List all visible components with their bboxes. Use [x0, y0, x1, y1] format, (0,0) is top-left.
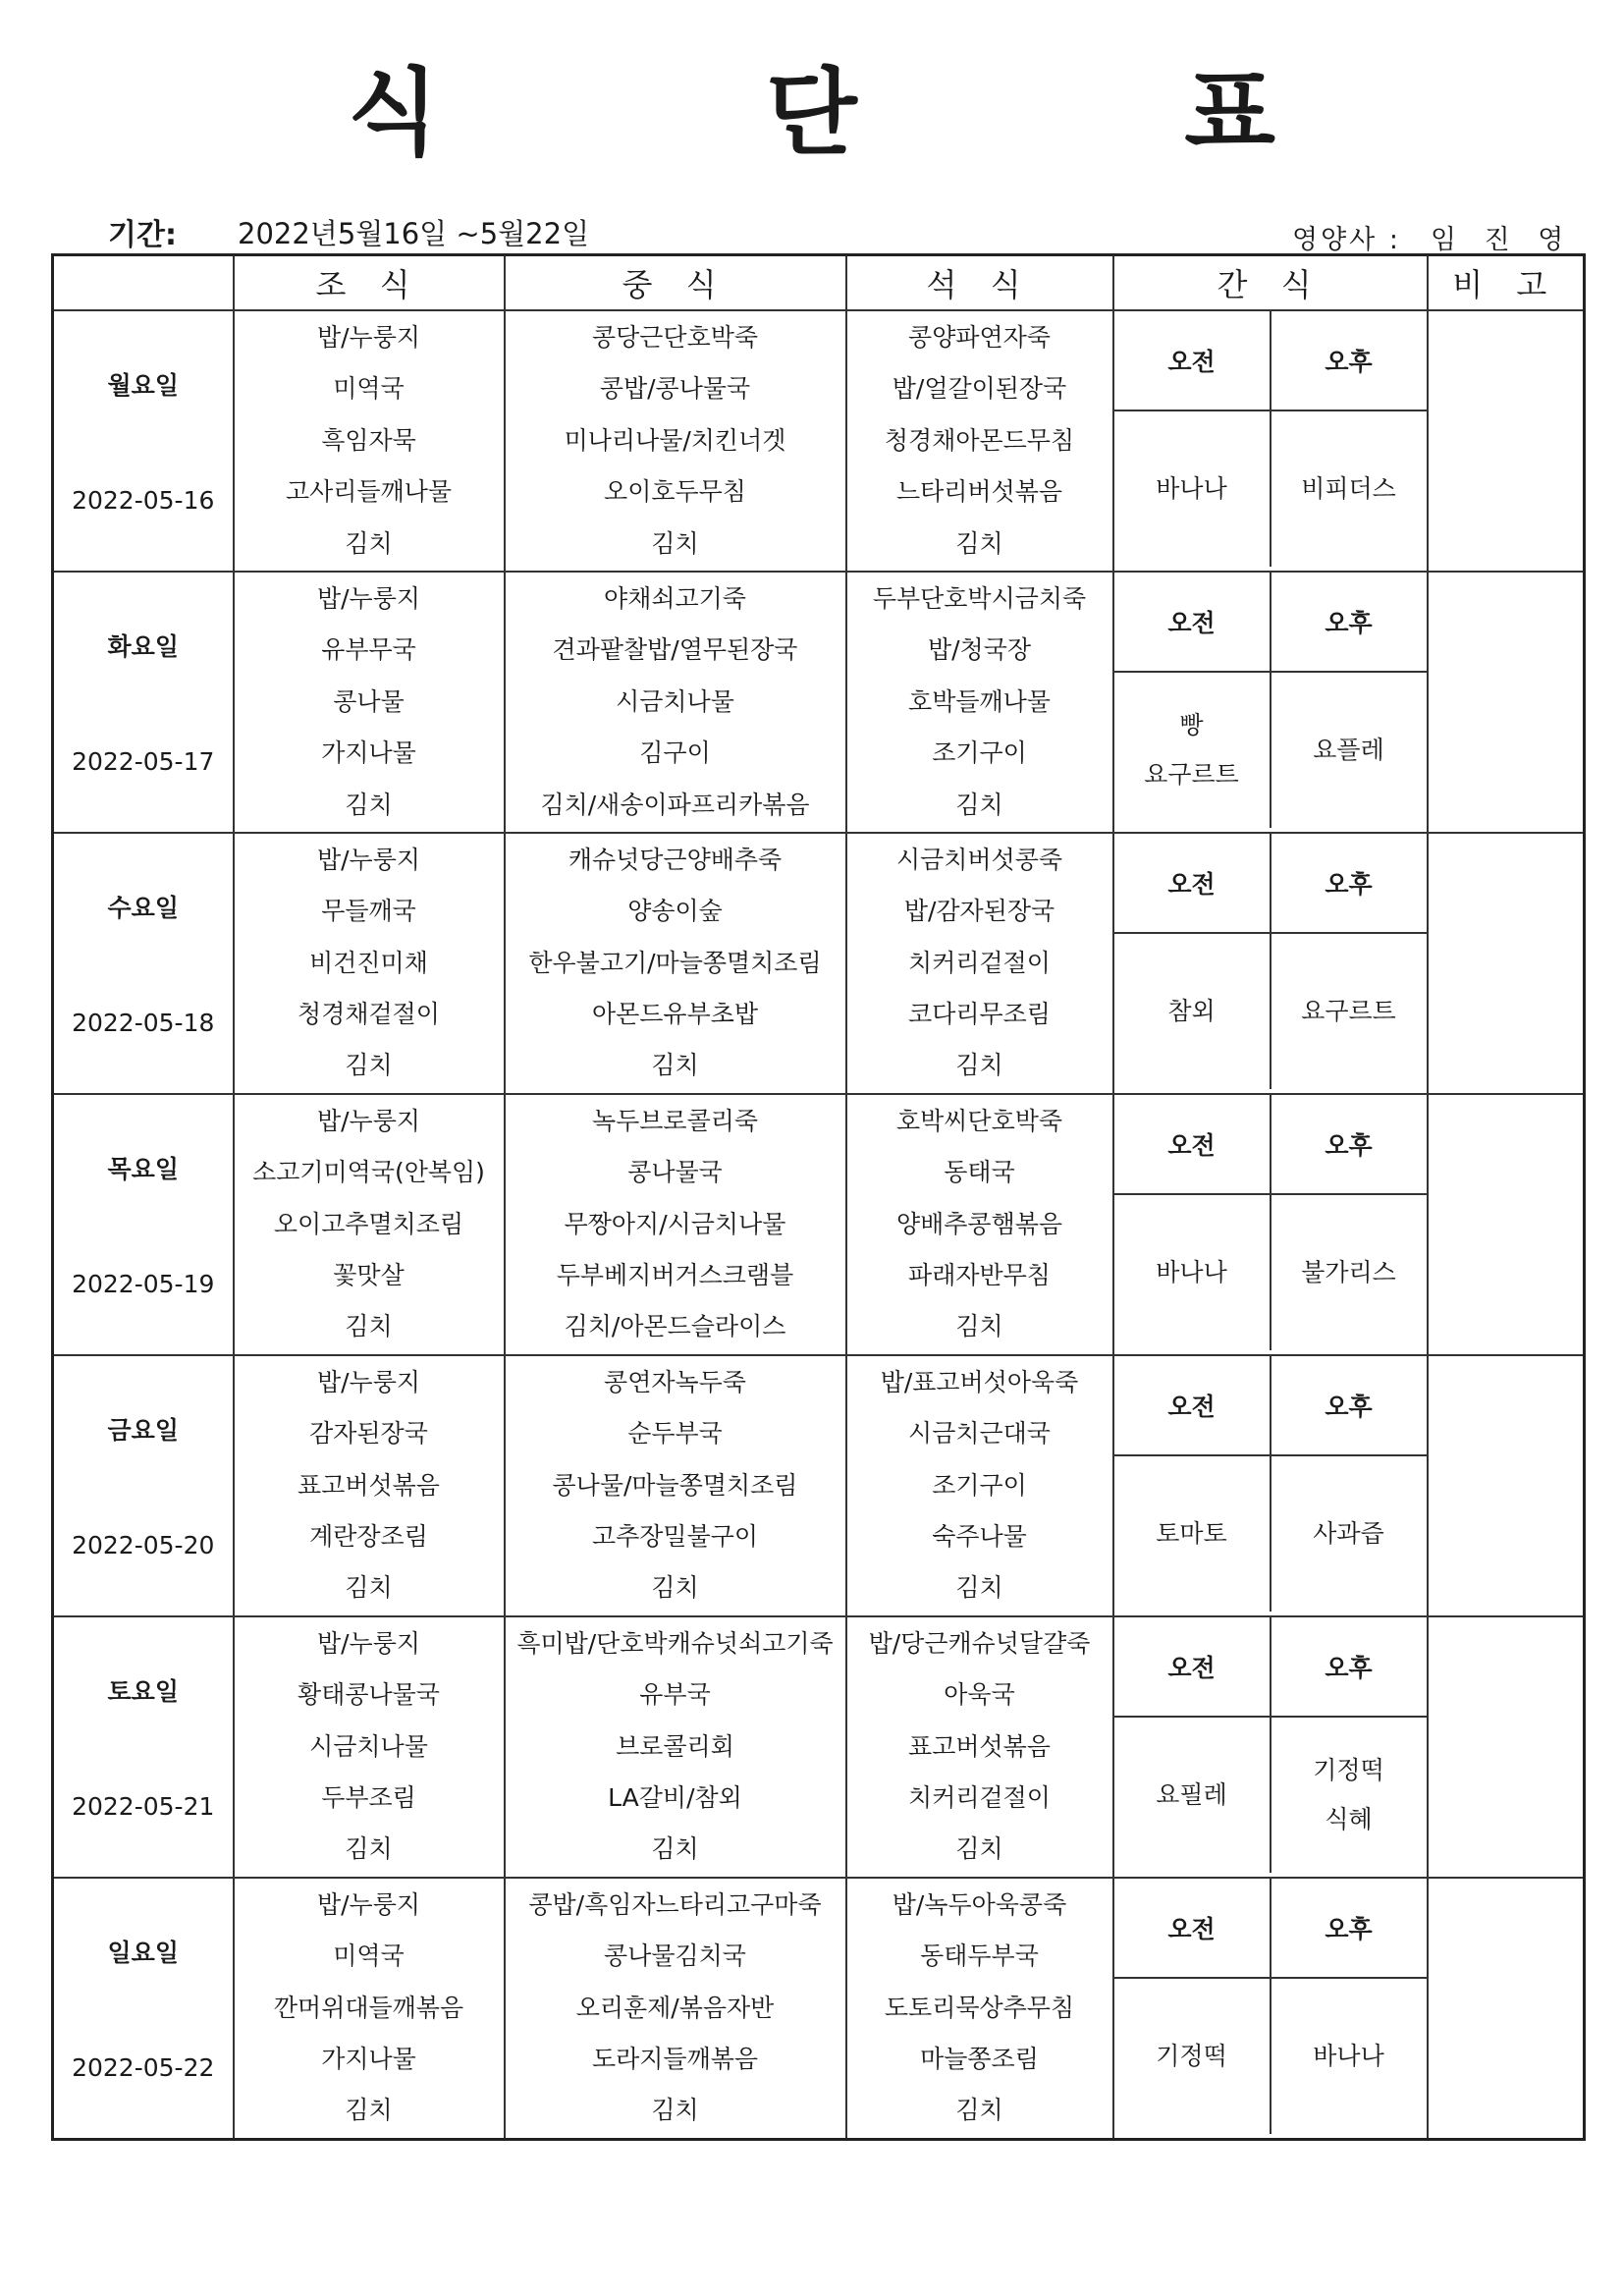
menu-item: 김치 — [955, 2096, 1003, 2125]
header-note: 비 고 — [1428, 255, 1585, 311]
menu-item: 두부베지버거스크램블 — [556, 1261, 794, 1290]
menu-item: 도라지들깨볶음 — [591, 2044, 759, 2073]
dinner-cell — [846, 1616, 1113, 1878]
snack-am-label: 오전 — [1114, 573, 1271, 672]
snack-cell — [1113, 833, 1428, 1094]
day-row — [53, 1616, 1585, 1878]
menu-item: 숙주나물 — [932, 1521, 1027, 1551]
day-cell — [53, 1616, 234, 1878]
menu-item: 양송이숲 — [627, 897, 723, 926]
menu-item: 아욱국 — [944, 1680, 1015, 1710]
menu-item: 고사리들깨나물 — [285, 477, 453, 507]
menu-item: 미나리나물/치킨너겟 — [564, 425, 786, 455]
menu-item: 양배추콩햄볶음 — [895, 1209, 1063, 1238]
period-value: 2022년5월16일 ~5월22일 — [238, 217, 590, 250]
note-cell — [1428, 310, 1585, 572]
menu-item: 오이호두무침 — [604, 477, 746, 507]
menu-item: 콩당근단호박죽 — [591, 323, 759, 352]
menu-item: 시금치근대국 — [908, 1419, 1051, 1449]
day-date: 2022-05-18 — [72, 1008, 215, 1037]
menu-item: 조기구이 — [932, 1470, 1027, 1500]
menu-item: 청경채겉절이 — [298, 1000, 440, 1029]
snack-am-label: 오전 — [1114, 1356, 1271, 1455]
menu-item: 미역국 — [333, 374, 405, 404]
day-cell — [53, 1094, 234, 1355]
breakfast-cell — [234, 310, 505, 572]
breakfast-cell — [234, 1355, 505, 1616]
menu-item: 김치 — [955, 1051, 1003, 1080]
lunch-list — [506, 1095, 845, 1354]
menu-item: 김치 — [651, 528, 699, 558]
menu-item: 아몬드유부초밥 — [591, 1000, 759, 1029]
menu-item: 두부단호박시금치죽 — [872, 583, 1087, 613]
breakfast-cell — [234, 1878, 505, 2139]
menu-item: 오리훈제/볶음자반 — [575, 1993, 775, 2022]
dinner-cell — [846, 310, 1113, 572]
breakfast-list — [235, 1879, 504, 2138]
dinner-list — [847, 573, 1112, 832]
header-snack: 간 식 — [1113, 255, 1428, 311]
breakfast-cell — [234, 572, 505, 833]
day-date: 2022-05-19 — [72, 1269, 215, 1298]
dinner-cell — [846, 833, 1113, 1094]
note-cell — [1428, 572, 1585, 833]
lunch-cell — [505, 310, 846, 572]
menu-item: 무짱아지/시금치나물 — [564, 1209, 786, 1238]
dinner-cell — [846, 572, 1113, 833]
menu-item: 콩나물김치국 — [604, 1941, 746, 1971]
menu-item: 치커리겉절이 — [908, 1782, 1051, 1812]
day-name: 화요일 — [107, 631, 179, 661]
day-row — [53, 833, 1585, 1094]
menu-item: 밥/누룽지 — [316, 1628, 421, 1658]
snack-am-label: 오전 — [1114, 1095, 1271, 1194]
menu-item: LA갈비/참외 — [608, 1782, 742, 1812]
menu-item: 마늘쫑조림 — [920, 2044, 1039, 2073]
menu-item: 가지나물 — [321, 738, 416, 768]
menu-item: 김치 — [345, 528, 393, 558]
menu-item: 밥/당근캐슈넛달걀죽 — [868, 1628, 1091, 1658]
breakfast-list — [235, 834, 504, 1093]
menu-item: 시금치나물 — [309, 1731, 428, 1761]
menu-item: 김치 — [955, 1573, 1003, 1603]
menu-item: 황태콩나물국 — [298, 1680, 440, 1710]
snack-am-item: 기정떡 — [1156, 2041, 1227, 2070]
snack-pm-item: 요플레 — [1271, 672, 1427, 828]
menu-item: 호박씨단호박죽 — [895, 1106, 1063, 1135]
day-date: 2022-05-17 — [72, 746, 215, 776]
menu-item: 고추장밀불구이 — [591, 1521, 759, 1551]
snack-am-item: 빵 요구르트 — [1144, 710, 1239, 789]
lunch-cell — [505, 1616, 846, 1878]
menu-item: 콩연자녹두죽 — [604, 1367, 746, 1396]
menu-item: 한우불고기/마늘쫑멸치조림 — [528, 948, 822, 977]
menu-item: 콩밥/흑임자느타리고구마죽 — [528, 1889, 822, 1919]
snack-am-item: 참외 — [1167, 996, 1216, 1025]
menu-item: 밥/녹두아욱콩죽 — [892, 1889, 1067, 1919]
dinner-cell — [846, 1094, 1113, 1355]
dinner-list — [847, 1879, 1112, 2138]
menu-item: 김치 — [345, 790, 393, 819]
snack-am-item: 토마토 — [1156, 1518, 1227, 1548]
menu-item: 김치 — [955, 1834, 1003, 1864]
menu-item: 두부조림 — [321, 1782, 416, 1812]
dinner-cell — [846, 1355, 1113, 1616]
menu-item: 치커리겉절이 — [908, 948, 1051, 977]
snack-pm-item: 사과즙 — [1271, 1455, 1427, 1612]
day-name: 수요일 — [107, 893, 179, 922]
lunch-list — [506, 834, 845, 1093]
header-dinner: 석 식 — [846, 255, 1113, 311]
menu-item: 꽃맛살 — [333, 1261, 405, 1290]
menu-item: 비건진미채 — [309, 948, 428, 977]
snack-cell — [1113, 1616, 1428, 1878]
header-lunch: 중 식 — [505, 255, 846, 311]
menu-item: 김치/아몬드슬라이스 — [564, 1312, 786, 1341]
day-row — [53, 1878, 1585, 2139]
menu-item: 코다리무조림 — [908, 1000, 1051, 1029]
menu-table — [51, 253, 1586, 2141]
lunch-list — [506, 1617, 845, 1877]
snack-pm-label: 오후 — [1271, 1095, 1427, 1194]
day-date: 2022-05-21 — [72, 1791, 215, 1821]
menu-item: 유부무국 — [321, 635, 416, 665]
note-cell — [1428, 1094, 1585, 1355]
period-label: 기간: — [108, 218, 177, 252]
snack-table — [1114, 834, 1427, 1089]
menu-item: 김치 — [345, 1834, 393, 1864]
breakfast-cell — [234, 1616, 505, 1878]
menu-item: 미역국 — [333, 1941, 405, 1971]
snack-am-label: 오전 — [1114, 1879, 1271, 1978]
day-name: 목요일 — [107, 1154, 179, 1183]
snack-pm-label: 오후 — [1271, 834, 1427, 933]
menu-item: 콩나물/마늘쫑멸치조림 — [552, 1470, 798, 1500]
breakfast-cell — [234, 833, 505, 1094]
breakfast-cell — [234, 1094, 505, 1355]
menu-item: 김치 — [651, 1051, 699, 1080]
menu-item: 김치 — [651, 1573, 699, 1603]
snack-pm-item: 바나나 — [1271, 1978, 1427, 2134]
breakfast-list — [235, 311, 504, 571]
snack-am-label: 오전 — [1114, 311, 1271, 410]
menu-item: 밥/표고버섯아욱죽 — [880, 1367, 1079, 1396]
lunch-list — [506, 1356, 845, 1615]
day-row — [53, 572, 1585, 833]
menu-item: 김구이 — [639, 738, 711, 768]
menu-item: 김치 — [651, 2096, 699, 2125]
note-cell — [1428, 1355, 1585, 1616]
menu-item: 콩양파연자죽 — [908, 323, 1051, 352]
menu-item: 유부국 — [639, 1680, 711, 1710]
snack-am-item: 바나나 — [1156, 1257, 1227, 1286]
day-name: 일요일 — [107, 1938, 179, 1967]
day-cell — [53, 572, 234, 833]
day-cell — [53, 310, 234, 572]
breakfast-list — [235, 1356, 504, 1615]
snack-table — [1114, 1617, 1427, 1873]
header-day — [53, 255, 234, 311]
menu-item: 김치 — [955, 790, 1003, 819]
menu-item: 동태국 — [944, 1158, 1015, 1187]
snack-table — [1114, 573, 1427, 828]
menu-item: 녹두브로콜리죽 — [591, 1106, 759, 1135]
menu-item: 흑임자묵 — [321, 425, 416, 455]
menu-item: 표고버섯볶음 — [298, 1470, 440, 1500]
menu-item: 김치 — [345, 1051, 393, 1080]
menu-item: 야채쇠고기죽 — [604, 583, 746, 613]
menu-item: 캐슈넛당근양배추죽 — [568, 845, 783, 874]
menu-item: 밥/누룽지 — [316, 583, 421, 613]
day-cell — [53, 1355, 234, 1616]
day-cell — [53, 1878, 234, 2139]
menu-item: 호박들깨나물 — [908, 686, 1051, 716]
menu-item: 느타리버섯볶음 — [895, 477, 1063, 507]
snack-pm-item: 불가리스 — [1271, 1194, 1427, 1350]
dinner-cell — [846, 1878, 1113, 2139]
snack-cell — [1113, 310, 1428, 572]
dinner-list — [847, 1356, 1112, 1615]
day-date: 2022-05-22 — [72, 2052, 215, 2082]
snack-table — [1114, 1356, 1427, 1612]
lunch-cell — [505, 1878, 846, 2139]
menu-item: 시금치나물 — [616, 686, 734, 716]
menu-item: 김치 — [345, 2096, 393, 2125]
menu-item: 파래자반무침 — [908, 1261, 1051, 1290]
snack-am-item: 요필레 — [1156, 1779, 1227, 1809]
menu-body — [53, 310, 1585, 2139]
day-row — [53, 1094, 1585, 1355]
snack-am-label: 오전 — [1114, 1617, 1271, 1717]
day-row — [53, 310, 1585, 572]
menu-item: 김치 — [955, 528, 1003, 558]
breakfast-list — [235, 1617, 504, 1877]
header-breakfast: 조 식 — [234, 255, 505, 311]
note-cell — [1428, 1616, 1585, 1878]
snack-cell — [1113, 1878, 1428, 2139]
menu-item: 밥/청국장 — [927, 635, 1032, 665]
dinner-list — [847, 1617, 1112, 1877]
lunch-list — [506, 573, 845, 832]
day-date: 2022-05-20 — [72, 1530, 215, 1559]
lunch-cell — [505, 833, 846, 1094]
nutritionist-name: 임 진 영 — [1430, 225, 1574, 255]
snack-cell — [1113, 572, 1428, 833]
header-row — [53, 255, 1585, 311]
menu-item: 밥/누룽지 — [316, 1367, 421, 1396]
menu-item: 소고기미역국(안복임) — [252, 1158, 485, 1187]
day-name: 금요일 — [107, 1415, 179, 1445]
menu-item: 콩나물 — [333, 686, 405, 716]
snack-table — [1114, 1095, 1427, 1350]
menu-item: 견과팥찰밥/열무된장국 — [552, 635, 798, 665]
day-row — [53, 1355, 1585, 1616]
menu-item: 브로콜리회 — [616, 1731, 734, 1761]
nutritionist-label: 영양사 : — [1292, 225, 1401, 255]
snack-pm-label: 오후 — [1271, 311, 1427, 410]
note-cell — [1428, 833, 1585, 1094]
day-date: 2022-05-16 — [72, 486, 215, 515]
dinner-list — [847, 1095, 1112, 1354]
nutritionist — [1292, 218, 1573, 256]
menu-item: 밥/누룽지 — [316, 845, 421, 874]
menu-item: 청경채아몬드무침 — [884, 425, 1075, 455]
dinner-list — [847, 311, 1112, 571]
menu-item: 계란장조림 — [309, 1521, 428, 1551]
menu-item: 밥/감자된장국 — [903, 897, 1055, 926]
menu-item: 밥/얼갈이된장국 — [892, 374, 1067, 404]
snack-am-label: 오전 — [1114, 834, 1271, 933]
snack-cell — [1113, 1355, 1428, 1616]
menu-item: 흑미밥/단호박캐슈넛쇠고기죽 — [516, 1628, 834, 1658]
menu-item: 깐머위대들깨볶음 — [273, 1993, 464, 2022]
menu-item: 밥/누룽지 — [316, 323, 421, 352]
menu-item: 김치/새송이파프리카볶음 — [540, 790, 810, 819]
lunch-list — [506, 311, 845, 571]
menu-item: 김치 — [345, 1312, 393, 1341]
menu-item: 동태두부국 — [920, 1941, 1039, 1971]
note-cell — [1428, 1878, 1585, 2139]
snack-pm-label: 오후 — [1271, 1356, 1427, 1455]
snack-pm-item: 비피더스 — [1271, 410, 1427, 567]
menu-item: 순두부국 — [627, 1419, 723, 1449]
lunch-cell — [505, 1094, 846, 1355]
menu-item: 콩나물국 — [627, 1158, 723, 1187]
snack-pm-label: 오후 — [1271, 573, 1427, 672]
menu-item: 밥/누룽지 — [316, 1889, 421, 1919]
menu-item: 김치 — [345, 1573, 393, 1603]
day-name: 토요일 — [107, 1676, 179, 1706]
breakfast-list — [235, 573, 504, 832]
menu-item: 오이고추멸치조림 — [273, 1209, 464, 1238]
menu-item: 표고버섯볶음 — [908, 1731, 1051, 1761]
breakfast-list — [235, 1095, 504, 1354]
snack-pm-item: 기정떡 식혜 — [1271, 1717, 1427, 1873]
snack-pm-label: 오후 — [1271, 1879, 1427, 1978]
page-title: 식 단 표 — [347, 58, 1424, 168]
menu-item: 무들깨국 — [321, 897, 416, 926]
lunch-cell — [505, 572, 846, 833]
snack-table — [1114, 311, 1427, 567]
menu-item: 김치 — [955, 1312, 1003, 1341]
snack-table — [1114, 1879, 1427, 2134]
lunch-cell — [505, 1355, 846, 1616]
dinner-list — [847, 834, 1112, 1093]
menu-item: 도토리묵상추무침 — [884, 1993, 1075, 2022]
snack-pm-label: 오후 — [1271, 1617, 1427, 1717]
menu-item: 조기구이 — [932, 738, 1027, 768]
menu-item: 시금치버섯콩죽 — [895, 845, 1063, 874]
day-name: 월요일 — [107, 371, 179, 400]
day-cell — [53, 833, 234, 1094]
snack-cell — [1113, 1094, 1428, 1355]
menu-item: 가지나물 — [321, 2044, 416, 2073]
snack-pm-item: 요구르트 — [1271, 933, 1427, 1089]
menu-item: 김치 — [651, 1834, 699, 1864]
snack-am-item: 바나나 — [1156, 474, 1227, 503]
menu-item: 밥/누룽지 — [316, 1106, 421, 1135]
lunch-list — [506, 1879, 845, 2138]
menu-item: 감자된장국 — [309, 1419, 428, 1449]
menu-item: 콩밥/콩나물국 — [599, 374, 751, 404]
